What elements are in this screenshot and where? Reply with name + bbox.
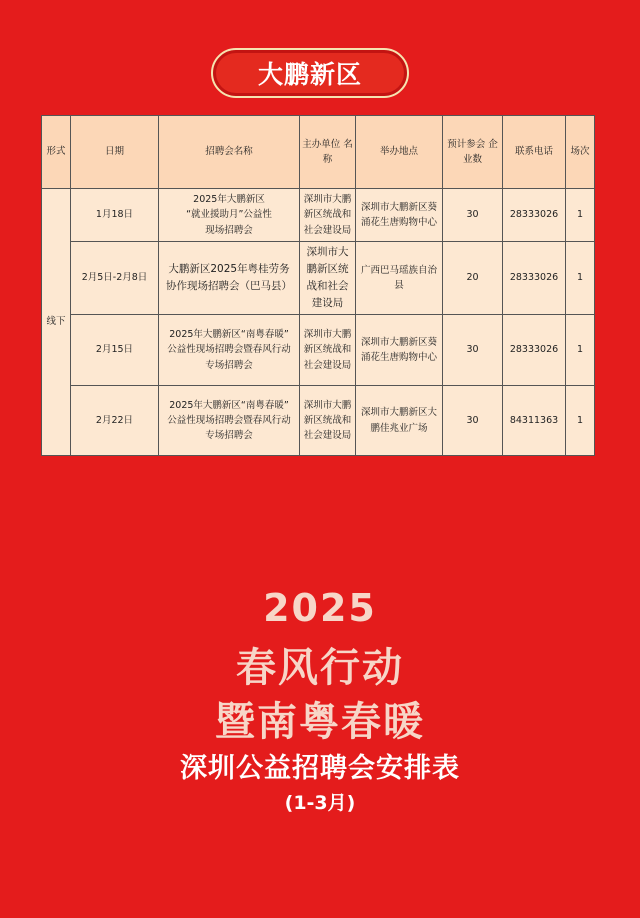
date-cell: 2月22日 [71, 386, 159, 456]
col-header-mode: 形式 [42, 116, 71, 189]
companies-cell: 30 [443, 386, 503, 456]
sessions-cell: 1 [566, 189, 595, 242]
table-row [42, 189, 595, 242]
phone-cell: 28333026 [503, 242, 566, 315]
host-cell: 深圳市大鹏 新区统战和 社会建设局 [300, 315, 356, 386]
district-title: 大鹏新区 [211, 48, 409, 98]
footer-date-range: (1-3月) [284, 792, 356, 814]
col-header-sessions: 场次 [566, 116, 595, 189]
phone-cell: 28333026 [503, 315, 566, 386]
sessions-cell: 1 [566, 242, 595, 315]
companies-cell: 20 [443, 242, 503, 315]
footer-headline-line1: 春风行动 [236, 645, 404, 691]
table-row [42, 242, 595, 315]
sessions-cell: 1 [566, 386, 595, 456]
date-cell: 2月15日 [71, 315, 159, 386]
mode-cell: 线下 [42, 189, 71, 456]
fair-name-cell: 2025年大鹏新区 “就业援助月”公益性 现场招聘会 [159, 189, 300, 242]
phone-cell: 28333026 [503, 189, 566, 242]
col-header-phone: 联系电话 [503, 116, 566, 189]
date-cell: 2月5日-2月8日 [71, 242, 159, 315]
footer-headline-line2: 暨南粤春暖 [215, 699, 425, 745]
col-header-date: 日期 [71, 116, 159, 189]
phone-cell: 84311363 [503, 386, 566, 456]
date-cell: 1月18日 [71, 189, 159, 242]
fair-name-cell: 2025年大鹏新区“南粤春暖” 公益性现场招聘会暨春风行动 专场招聘会 [159, 315, 300, 386]
venue-cell: 深圳市大鹏新区葵 涌花生唐购物中心 [356, 315, 443, 386]
venue-cell: 广西巴马瑶族自治 县 [356, 242, 443, 315]
host-cell: 深圳市大 鹏新区统 战和社会 建设局 [300, 242, 356, 315]
sessions-cell: 1 [566, 315, 595, 386]
table-row [42, 315, 595, 386]
host-cell: 深圳市大鹏 新区统战和 社会建设局 [300, 386, 356, 456]
host-cell: 深圳市大鹏 新区统战和 社会建设局 [300, 189, 356, 242]
col-header-name: 招聘会名称 [159, 116, 300, 189]
companies-cell: 30 [443, 315, 503, 386]
footer-year: 2025 [263, 586, 377, 630]
companies-cell: 30 [443, 189, 503, 242]
venue-cell: 深圳市大鹏新区葵 涌花生唐购物中心 [356, 189, 443, 242]
table-header-row [42, 116, 595, 189]
col-header-venue: 举办地点 [356, 116, 443, 189]
job-fair-schedule-table [41, 115, 595, 456]
table-row [42, 386, 595, 456]
fair-name-cell: 2025年大鹏新区“南粤春暖” 公益性现场招聘会暨春风行动 专场招聘会 [159, 386, 300, 456]
venue-cell: 深圳市大鹏新区大 鹏佳兆业广场 [356, 386, 443, 456]
fair-name-cell: 大鹏新区2025年粤桂劳务 协作现场招聘会（巴马县） [159, 242, 300, 315]
col-header-host: 主办单位 名称 [300, 116, 356, 189]
col-header-companies: 预计参会 企业数 [443, 116, 503, 189]
footer-subtitle: 深圳公益招聘会安排表 [180, 753, 460, 784]
